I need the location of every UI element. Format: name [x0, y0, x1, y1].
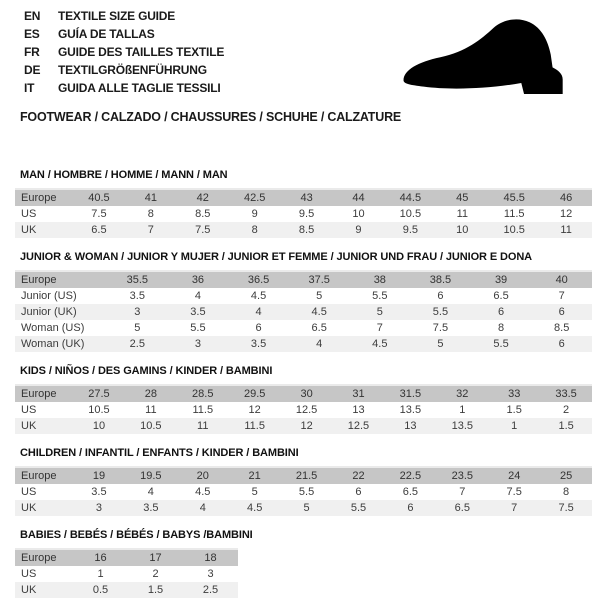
- size-cell: 11: [145, 404, 157, 416]
- size-cell: 11.5: [192, 404, 214, 416]
- language-title-row: [24, 61, 224, 79]
- size-table-children: [15, 466, 592, 516]
- size-cell: 13: [352, 404, 365, 416]
- size-cell: 23.5: [451, 470, 473, 482]
- row-label: Europe: [21, 552, 57, 564]
- category-title: FOOTWEAR / CALZADO / CHAUSSURES / SCHUHE / CALZATURE: [20, 110, 402, 124]
- size-cell: 40.5: [88, 192, 110, 204]
- size-cell: 28.5: [192, 388, 214, 400]
- size-cell: 4: [255, 306, 262, 318]
- size-cell: 20: [196, 470, 209, 482]
- size-cell: 12: [248, 404, 261, 416]
- size-cell: 12.5: [347, 420, 370, 432]
- size-tables: [15, 169, 592, 600]
- table-header-row: [15, 272, 592, 288]
- table-row: [15, 336, 592, 352]
- table-row: [15, 582, 238, 598]
- row-label: Europe: [21, 192, 57, 204]
- size-cell: 7.5: [432, 322, 449, 334]
- size-cell: 42: [196, 192, 209, 204]
- size-cell: 7: [147, 224, 154, 236]
- size-cell: 10: [456, 224, 469, 236]
- size-cell: 9.5: [402, 224, 419, 236]
- size-cell: 10.5: [140, 420, 162, 432]
- size-cell: 36: [191, 274, 205, 286]
- size-cell: 4: [316, 338, 323, 350]
- row-label: US: [21, 486, 37, 498]
- size-cell: 25: [559, 470, 573, 482]
- size-cell: 11.5: [503, 208, 525, 220]
- size-cell: 43: [300, 192, 313, 204]
- size-cell: 1: [511, 420, 518, 432]
- size-cell: 4.5: [247, 502, 263, 514]
- size-cell: 3: [134, 306, 141, 318]
- table-row: [15, 402, 592, 418]
- size-cell: 3: [207, 568, 214, 580]
- table-header-row: [15, 550, 238, 566]
- size-cell: 1: [459, 404, 466, 416]
- size-cell: 6.5: [493, 290, 509, 302]
- size-cell: 21: [248, 470, 261, 482]
- size-cell: 8.5: [195, 208, 211, 220]
- table-row: [15, 418, 592, 434]
- size-cell: 5.5: [432, 306, 449, 318]
- size-cell: 27.5: [88, 388, 110, 400]
- section-title: JUNIOR & WOMAN / JUNIOR Y MUJER / JUNIOR ET FEMME / JUNIOR UND FRAU / JUNIOR E DONA: [20, 251, 533, 263]
- size-cell: 44: [352, 192, 365, 204]
- row-label: UK: [21, 584, 37, 596]
- language-code: FR: [24, 45, 40, 59]
- size-cell: 11: [456, 208, 468, 220]
- size-cell: 6: [498, 306, 505, 318]
- size-cell: 19.5: [140, 470, 162, 482]
- table-header-row: [15, 468, 592, 484]
- size-cell: 11.5: [244, 420, 265, 432]
- size-cell: 22: [352, 470, 365, 482]
- size-cell: 7: [558, 290, 565, 302]
- size-cell: 8: [498, 322, 505, 334]
- table-row: [15, 484, 592, 500]
- size-cell: 41: [144, 192, 157, 204]
- section-kids: [15, 365, 592, 434]
- size-cell: 4: [147, 486, 154, 498]
- language-label: GUÍA DE TALLAS: [58, 27, 155, 41]
- row-label: UK: [21, 420, 37, 432]
- row-label: UK: [21, 502, 37, 514]
- language-title-row: [24, 7, 224, 25]
- size-cell: 9.5: [298, 208, 315, 220]
- size-cell: 10.5: [399, 208, 422, 220]
- size-cell: 7: [376, 322, 383, 334]
- size-cell: 13.5: [451, 420, 473, 432]
- size-cell: 8.5: [298, 224, 315, 236]
- language-code: DE: [24, 63, 41, 77]
- size-cell: 16: [94, 552, 107, 564]
- size-cell: 3.5: [143, 502, 159, 514]
- row-label: Europe: [21, 388, 57, 400]
- size-cell: 5.5: [298, 486, 315, 498]
- size-cell: 6.5: [402, 486, 419, 498]
- size-cell: 6: [255, 322, 262, 334]
- size-cell: 17: [149, 552, 162, 564]
- size-cell: 3.5: [250, 338, 267, 350]
- table-row: [15, 206, 592, 222]
- size-cell: 0.5: [92, 584, 109, 596]
- size-cell: 22.5: [399, 470, 422, 482]
- size-cell: 3.5: [190, 306, 206, 318]
- size-cell: 4: [194, 290, 201, 302]
- size-cell: 45.5: [503, 192, 525, 204]
- size-table-babies: [15, 548, 238, 598]
- language-label: TEXTILGRÖßENFÜHRUNG: [58, 63, 207, 77]
- size-cell: 6: [558, 338, 565, 350]
- section-title: BABIES / BEBÉS / BÉBÉS / BABYS /BAMBINI: [20, 529, 253, 541]
- size-cell: 11: [560, 224, 572, 236]
- size-cell: 7.5: [91, 208, 107, 220]
- size-cell: 7.5: [195, 224, 211, 236]
- size-cell: 31.5: [399, 388, 422, 400]
- size-cell: 1.5: [506, 404, 522, 416]
- size-cell: 13.5: [399, 404, 422, 416]
- size-cell: 10.5: [503, 224, 525, 236]
- language-label: TEXTILE SIZE GUIDE: [58, 9, 176, 23]
- size-cell: 12.5: [295, 404, 318, 416]
- section-children: [15, 447, 592, 516]
- row-label: UK: [21, 224, 37, 236]
- size-cell: 12: [559, 208, 573, 220]
- size-cell: 8: [147, 208, 154, 220]
- size-cell: 9: [251, 208, 258, 220]
- size-cell: 8: [563, 486, 570, 498]
- size-cell: 3: [95, 502, 103, 514]
- language-code: EN: [24, 9, 41, 23]
- language-label: GUIDA ALLE TAGLIE TESSILI: [58, 81, 221, 95]
- size-cell: 4.5: [372, 338, 388, 350]
- size-cell: 11: [197, 420, 209, 432]
- size-cell: 3: [194, 338, 201, 350]
- size-cell: 6.5: [454, 502, 470, 514]
- language-label: GUIDE DES TAILLES TEXTILE: [58, 45, 225, 59]
- size-cell: 4.5: [195, 486, 211, 498]
- table-row: [15, 500, 592, 516]
- size-cell: 6: [355, 486, 362, 498]
- size-cell: 6: [407, 502, 414, 514]
- language-title-row: [24, 25, 224, 43]
- size-cell: 18: [204, 552, 217, 564]
- dress-shoe-icon: [392, 14, 588, 106]
- table-row: [15, 320, 592, 336]
- size-cell: 3.5: [129, 290, 145, 302]
- size-cell: 40: [555, 274, 568, 286]
- size-cell: 7: [511, 502, 518, 514]
- size-cell: 44.5: [399, 192, 422, 204]
- size-cell: 21.5: [295, 470, 318, 482]
- size-cell: 33: [508, 388, 521, 400]
- size-cell: 36.5: [247, 274, 270, 286]
- section-title: KIDS / NIÑOS / DES GAMINS / KINDER / BAMBINI: [20, 365, 273, 377]
- size-cell: 6: [558, 306, 565, 318]
- language-title-row: [24, 43, 224, 61]
- size-cell: 19: [92, 470, 106, 482]
- size-cell: 2.5: [202, 584, 219, 596]
- row-label: Europe: [21, 470, 57, 482]
- size-cell: 31: [352, 388, 365, 400]
- size-cell: 28: [144, 388, 157, 400]
- size-cell: 13: [404, 420, 417, 432]
- language-code: IT: [24, 81, 35, 95]
- row-label: US: [21, 208, 37, 220]
- row-label: Woman (UK): [21, 338, 85, 350]
- row-label: US: [21, 568, 37, 580]
- size-cell: 10: [352, 208, 365, 220]
- size-cell: 33.5: [555, 388, 577, 400]
- size-cell: 6.5: [91, 224, 107, 236]
- row-label: Woman (US): [21, 322, 85, 334]
- size-cell: 2.5: [129, 338, 145, 350]
- size-cell: 35.5: [126, 274, 149, 286]
- size-cell: 6: [437, 290, 444, 302]
- size-cell: 5: [437, 338, 444, 350]
- size-cell: 2: [152, 568, 159, 580]
- size-cell: 1.5: [147, 584, 164, 596]
- size-cell: 8: [251, 224, 258, 236]
- size-cell: 29.5: [243, 388, 266, 400]
- size-cell: 39: [494, 274, 508, 286]
- size-cell: 5: [316, 290, 323, 302]
- section-title: CHILDREN / INFANTIL / ENFANTS / KINDER / BAMBINI: [20, 447, 299, 459]
- size-cell: 5.5: [493, 338, 509, 350]
- size-cell: 9: [355, 224, 362, 236]
- size-cell: 8.5: [554, 322, 570, 334]
- size-cell: 7: [459, 486, 466, 498]
- size-cell: 37.5: [308, 274, 330, 286]
- size-table-kids: [15, 384, 592, 434]
- size-cell: 4.5: [311, 306, 327, 318]
- size-cell: 6.5: [311, 322, 327, 334]
- table-header-row: [15, 386, 592, 402]
- size-cell: 4.5: [250, 290, 267, 302]
- table-row: [15, 288, 592, 304]
- size-cell: 2: [563, 404, 570, 416]
- language-title-list: [24, 7, 224, 97]
- language-code: ES: [24, 27, 40, 41]
- size-cell: 46: [559, 192, 573, 204]
- size-cell: 38: [373, 274, 386, 286]
- size-cell: 5: [376, 306, 383, 318]
- section-title: MAN / HOMBRE / HOMME / MANN / MAN: [20, 169, 228, 181]
- size-cell: 7.5: [558, 502, 574, 514]
- size-cell: 5.5: [350, 502, 367, 514]
- size-cell: 1: [97, 568, 104, 580]
- size-cell: 45: [456, 192, 469, 204]
- size-table-man: [15, 188, 592, 238]
- table-row: [15, 566, 238, 582]
- row-label: Junior (US): [21, 290, 77, 302]
- size-cell: 3.5: [91, 486, 107, 498]
- section-junior-woman: [15, 251, 592, 352]
- size-cell: 38.5: [429, 274, 452, 286]
- section-man: [15, 169, 592, 238]
- table-row: [15, 304, 592, 320]
- size-cell: 42.5: [243, 192, 266, 204]
- table-row: [15, 222, 592, 238]
- size-cell: 32: [456, 388, 469, 400]
- language-title-row: [24, 79, 224, 97]
- size-cell: 1.5: [558, 420, 574, 432]
- size-cell: 5: [134, 322, 141, 334]
- row-label: US: [21, 404, 37, 416]
- size-cell: 5: [251, 486, 258, 498]
- size-cell: 30: [300, 388, 313, 400]
- size-cell: 24: [508, 470, 521, 482]
- size-cell: 5.5: [372, 290, 388, 302]
- size-cell: 5.5: [190, 322, 206, 334]
- size-cell: 4: [199, 502, 206, 514]
- size-cell: 12: [300, 420, 313, 432]
- section-babies: [15, 529, 592, 598]
- size-table-junior-woman: [15, 270, 592, 352]
- table-header-row: [15, 190, 592, 206]
- size-cell: 10.5: [88, 404, 110, 416]
- row-label: Europe: [21, 274, 57, 286]
- row-label: Junior (UK): [21, 306, 77, 318]
- size-cell: 5: [303, 502, 310, 514]
- size-cell: 10: [92, 420, 106, 432]
- size-cell: 7.5: [506, 486, 522, 498]
